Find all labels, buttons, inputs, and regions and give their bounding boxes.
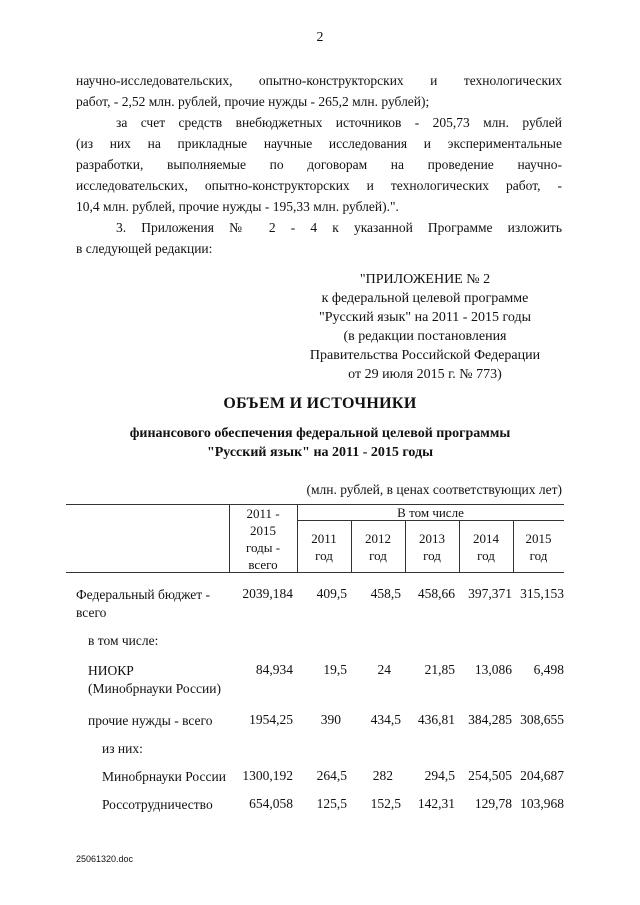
- table-cell: 103,968: [520, 796, 564, 811]
- units-note: (млн. рублей, в ценах соответствующих лет): [306, 482, 562, 497]
- header-total-line: годы -: [245, 540, 281, 555]
- table-row-label: [102, 740, 143, 758]
- table-row-label: [88, 632, 158, 650]
- table-row-label: [102, 796, 213, 814]
- table-cell: 2039,184: [242, 586, 293, 601]
- subtitle-line: "Русский язык" на 2011 - 2015 годы: [206, 445, 434, 460]
- text-line: в следующей редакции:: [76, 241, 213, 256]
- table-header-bottom-rule: [66, 572, 564, 573]
- appendix-line: Правительства Российской Федерации: [309, 348, 541, 363]
- text-line: научно-исследовательских, опытно-конструкторских и технологических: [76, 73, 562, 88]
- file-footer: 25061320.doc: [76, 854, 134, 864]
- table-cell: 390: [320, 712, 341, 727]
- table-cell: 19,5: [323, 662, 347, 677]
- appendix-line: (в редакции постановления: [343, 329, 507, 344]
- header-year-2011: [297, 530, 351, 564]
- row-label-line: НИОКР: [88, 663, 134, 678]
- table-cell: 142,31: [417, 796, 455, 811]
- appendix-line: "ПРИЛОЖЕНИЕ № 2: [359, 272, 491, 287]
- table-cell: 397,371: [468, 586, 512, 601]
- table-cell: 129,78: [474, 796, 512, 811]
- table-cell: 308,655: [520, 712, 564, 727]
- text-line: разработки, выполняемые по договорам на проведение научно-: [76, 157, 562, 172]
- table-cell: 458,5: [370, 586, 401, 601]
- paragraph-3: [76, 217, 562, 259]
- table-cell: 434,5: [370, 712, 401, 727]
- text-line: за счет средств внебюджетных источников - 205,73 млн. рублей: [116, 115, 562, 130]
- appendix-line: от 29 июля 2015 г. № 773): [348, 367, 502, 382]
- text-line: 10,4 млн. рублей, прочие нужды - 195,33 млн. рублей).".: [76, 199, 399, 214]
- header-year-line: 2012: [365, 531, 391, 546]
- paragraph-2: [76, 112, 562, 217]
- table-row-label: [88, 662, 221, 698]
- document-title: ОБЪЕМ И ИСТОЧНИКИ: [223, 395, 417, 412]
- table-cell: 264,5: [316, 768, 347, 783]
- header-year-line: год: [369, 548, 387, 563]
- table-cell: 436,81: [417, 712, 455, 727]
- table-cell: 84,934: [255, 662, 293, 677]
- paragraph-1: [76, 70, 562, 112]
- table-cell: 294,5: [424, 768, 455, 783]
- header-year-line: 2015: [525, 531, 552, 546]
- header-year-line: год: [529, 548, 548, 563]
- row-label-line: прочие нужды - всего: [88, 713, 213, 728]
- table-cell: 152,5: [370, 796, 401, 811]
- table-cell: 13,086: [474, 662, 512, 677]
- appendix-line: к федеральной целевой программе: [321, 291, 529, 306]
- header-group: В том числе: [397, 505, 464, 520]
- header-year-2014: [459, 530, 513, 564]
- table-row-label: [76, 586, 210, 622]
- header-year-2015: [513, 530, 564, 564]
- table-cell: 409,5: [316, 586, 347, 601]
- table-cell: 1954,25: [249, 712, 293, 727]
- header-year-line: год: [477, 548, 495, 563]
- table-cell: 24: [377, 662, 391, 677]
- table-cell: 6,498: [533, 662, 564, 677]
- text-line: исследовательских, опытно-конструкторских и технологических работ, -: [76, 178, 562, 193]
- table-cell: 654,058: [249, 796, 293, 811]
- text-line: работ, - 2,52 млн. рублей, прочие нужды - 265,2 млн. рублей);: [76, 94, 430, 109]
- table-cell: 21,85: [424, 662, 455, 677]
- page-number: 2: [316, 30, 324, 45]
- header-total-line: 2015: [250, 523, 276, 538]
- header-total-line: 2011 -: [246, 506, 280, 521]
- header-year-line: год: [423, 548, 441, 563]
- table-row-label: [102, 768, 226, 786]
- appendix-line: "Русский язык" на 2011 - 2015 годы: [319, 310, 531, 325]
- table-cell: 125,5: [316, 796, 347, 811]
- row-label-line: Минобрнауки России: [102, 769, 226, 784]
- document-subtitle: [0, 424, 640, 462]
- header-year-line: 2013: [419, 531, 445, 546]
- header-year-line: 2014: [473, 531, 499, 546]
- text-line: (из них на прикладные научные исследования и экспериментальные: [76, 136, 562, 151]
- header-year-2012: [351, 530, 405, 564]
- row-label-line: Россотрудничество: [102, 797, 213, 812]
- row-label-line: из них:: [102, 741, 143, 756]
- header-year-line: год: [315, 548, 333, 563]
- text-line: 3. Приложения № 2 - 4 к указанной Программе изложить: [116, 220, 562, 235]
- table-cell: 1300,192: [242, 768, 293, 783]
- appendix-header: [290, 270, 560, 384]
- row-label-line: всего: [76, 605, 107, 620]
- header-total-line: всего: [248, 557, 278, 572]
- subtitle-line: финансового обеспечения федеральной целевой программы: [129, 426, 511, 441]
- header-year-line: 2011: [311, 531, 337, 546]
- table-cell: 282: [372, 768, 393, 783]
- table-cell: 204,687: [520, 768, 564, 783]
- table-cell: 254,505: [468, 768, 512, 783]
- header-year-2013: [405, 530, 459, 564]
- table-cell: 458,66: [417, 586, 455, 601]
- table-row-label: [88, 712, 212, 730]
- header-total: [229, 505, 297, 573]
- row-label-line: в том числе:: [88, 633, 159, 648]
- table-cell: 315,153: [520, 586, 564, 601]
- table-cell: 384,285: [468, 712, 512, 727]
- row-label-line: (Минобрнауки России): [88, 681, 221, 696]
- row-label-line: Федеральный бюджет -: [76, 587, 211, 602]
